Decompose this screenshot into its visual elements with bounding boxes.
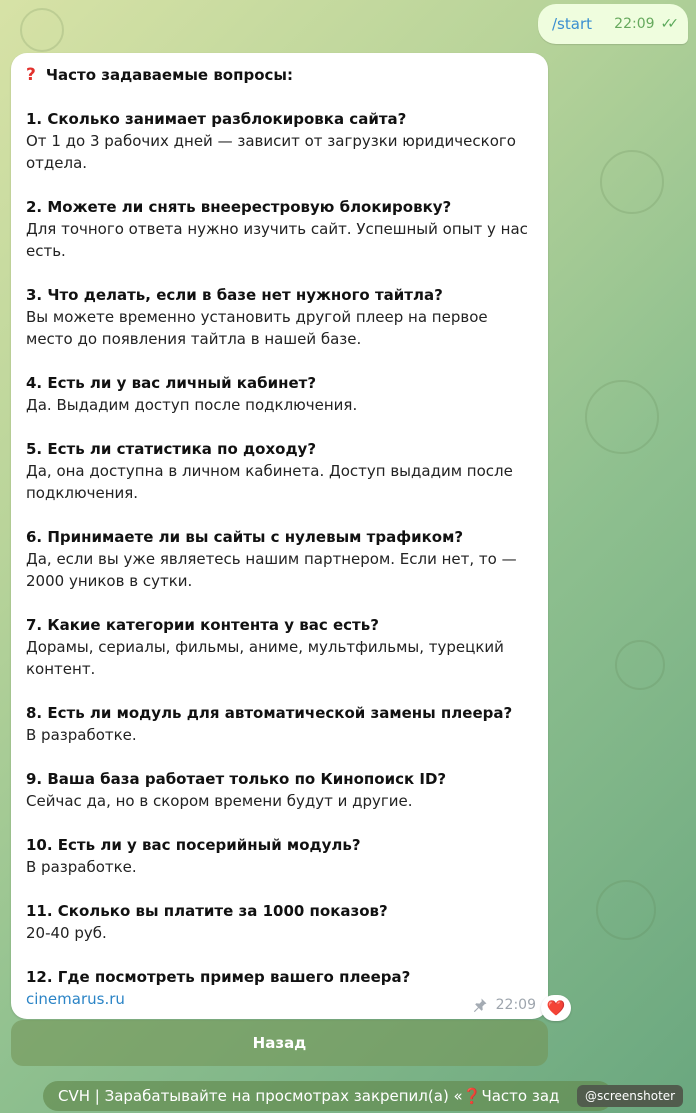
faq-answer: Да. Выдадим доступ после подключения.	[26, 396, 358, 414]
back-button[interactable]: Назад	[11, 1020, 548, 1066]
faq-item	[26, 834, 533, 878]
start-command-text[interactable]: /start	[552, 15, 592, 33]
faq-item	[26, 284, 533, 350]
heart-reaction[interactable]	[541, 995, 571, 1021]
faq-title-text: Часто задаваемые вопросы:	[45, 66, 293, 84]
faq-answer: В разработке.	[26, 726, 137, 744]
sent-message-time: 22:09	[614, 16, 655, 32]
faq-question: 5. Есть ли статистика по доходу?	[26, 440, 317, 458]
faq-question: 9. Ваша база работает только по Кинопоиск ID?	[26, 770, 447, 788]
faq-item	[26, 108, 533, 174]
sent-message-start[interactable]	[538, 4, 688, 44]
faq-item	[26, 614, 533, 680]
faq-answer: Да, она доступна в личном кабинета. Доступ выдадим после подключения.	[26, 462, 513, 502]
red-question-mark-icon: ?	[26, 65, 36, 85]
cinemarus-link[interactable]: cinemarus.ru	[26, 990, 125, 1008]
faq-message-meta	[472, 997, 536, 1013]
faq-list	[26, 108, 533, 1010]
faq-answer: Сейчас да, но в скором времени будут и другие.	[26, 792, 413, 810]
faq-question: 4. Есть ли у вас личный кабинет?	[26, 374, 317, 392]
faq-answer: 20-40 руб.	[26, 924, 107, 942]
faq-item	[26, 372, 533, 416]
double-check-icon: ✓✓	[660, 16, 674, 32]
faq-title	[26, 64, 533, 86]
faq-item	[26, 900, 533, 944]
faq-question: 10. Есть ли у вас посерийный модуль?	[26, 836, 361, 854]
faq-question: 11. Сколько вы платите за 1000 показов?	[26, 902, 388, 920]
faq-question: 12. Где посмотреть пример вашего плеера?	[26, 968, 411, 986]
faq-answer: Для точного ответа нужно изучить сайт. Успешный опыт у нас есть.	[26, 220, 528, 260]
faq-question: 6. Принимаете ли вы сайты с нулевым трафиком?	[26, 528, 464, 546]
faq-answer: Вы можете временно установить другой плеер на первое место до появления тайтла в нашей базе.	[26, 308, 488, 348]
faq-message-time: 22:09	[495, 997, 536, 1013]
faq-question: 3. Что делать, если в базе нет нужного тайтла?	[26, 286, 443, 304]
faq-item	[26, 438, 533, 504]
faq-item	[26, 966, 533, 1010]
faq-question: 1. Сколько занимает разблокировка сайта?	[26, 110, 407, 128]
faq-message-bubble[interactable]	[11, 53, 548, 1019]
faq-item	[26, 196, 533, 262]
faq-answer: Дорамы, сериалы, фильмы, аниме, мультфильмы, турецкий контент.	[26, 638, 504, 678]
faq-item	[26, 526, 533, 592]
faq-item	[26, 702, 533, 746]
faq-item	[26, 768, 533, 812]
faq-question: 7. Какие категории контента у вас есть?	[26, 616, 379, 634]
heart-icon: ❤️	[546, 999, 566, 1017]
pinned-notice-suffix: Часто зад	[481, 1087, 560, 1105]
screenshoter-watermark: @screenshoter	[577, 1085, 683, 1107]
faq-answer: В разработке.	[26, 858, 137, 876]
faq-question: 8. Есть ли модуль для автоматической замены плеера?	[26, 704, 513, 722]
pinned-notice[interactable]	[43, 1081, 613, 1111]
faq-question: 2. Можете ли снять внеерестровую блокировку?	[26, 198, 452, 216]
pinned-notice-prefix: CVH | Зарабатывайте на просмотрах закрепил(а) «	[58, 1087, 463, 1105]
red-question-mark-icon: ❓	[462, 1087, 482, 1105]
faq-answer: Да, если вы уже являетесь нашим партнером. Если нет, то — 2000 уников в сутки.	[26, 550, 517, 590]
faq-answer: От 1 до 3 рабочих дней — зависит от загрузки юридического отдела.	[26, 132, 516, 172]
pin-icon	[472, 997, 488, 1013]
